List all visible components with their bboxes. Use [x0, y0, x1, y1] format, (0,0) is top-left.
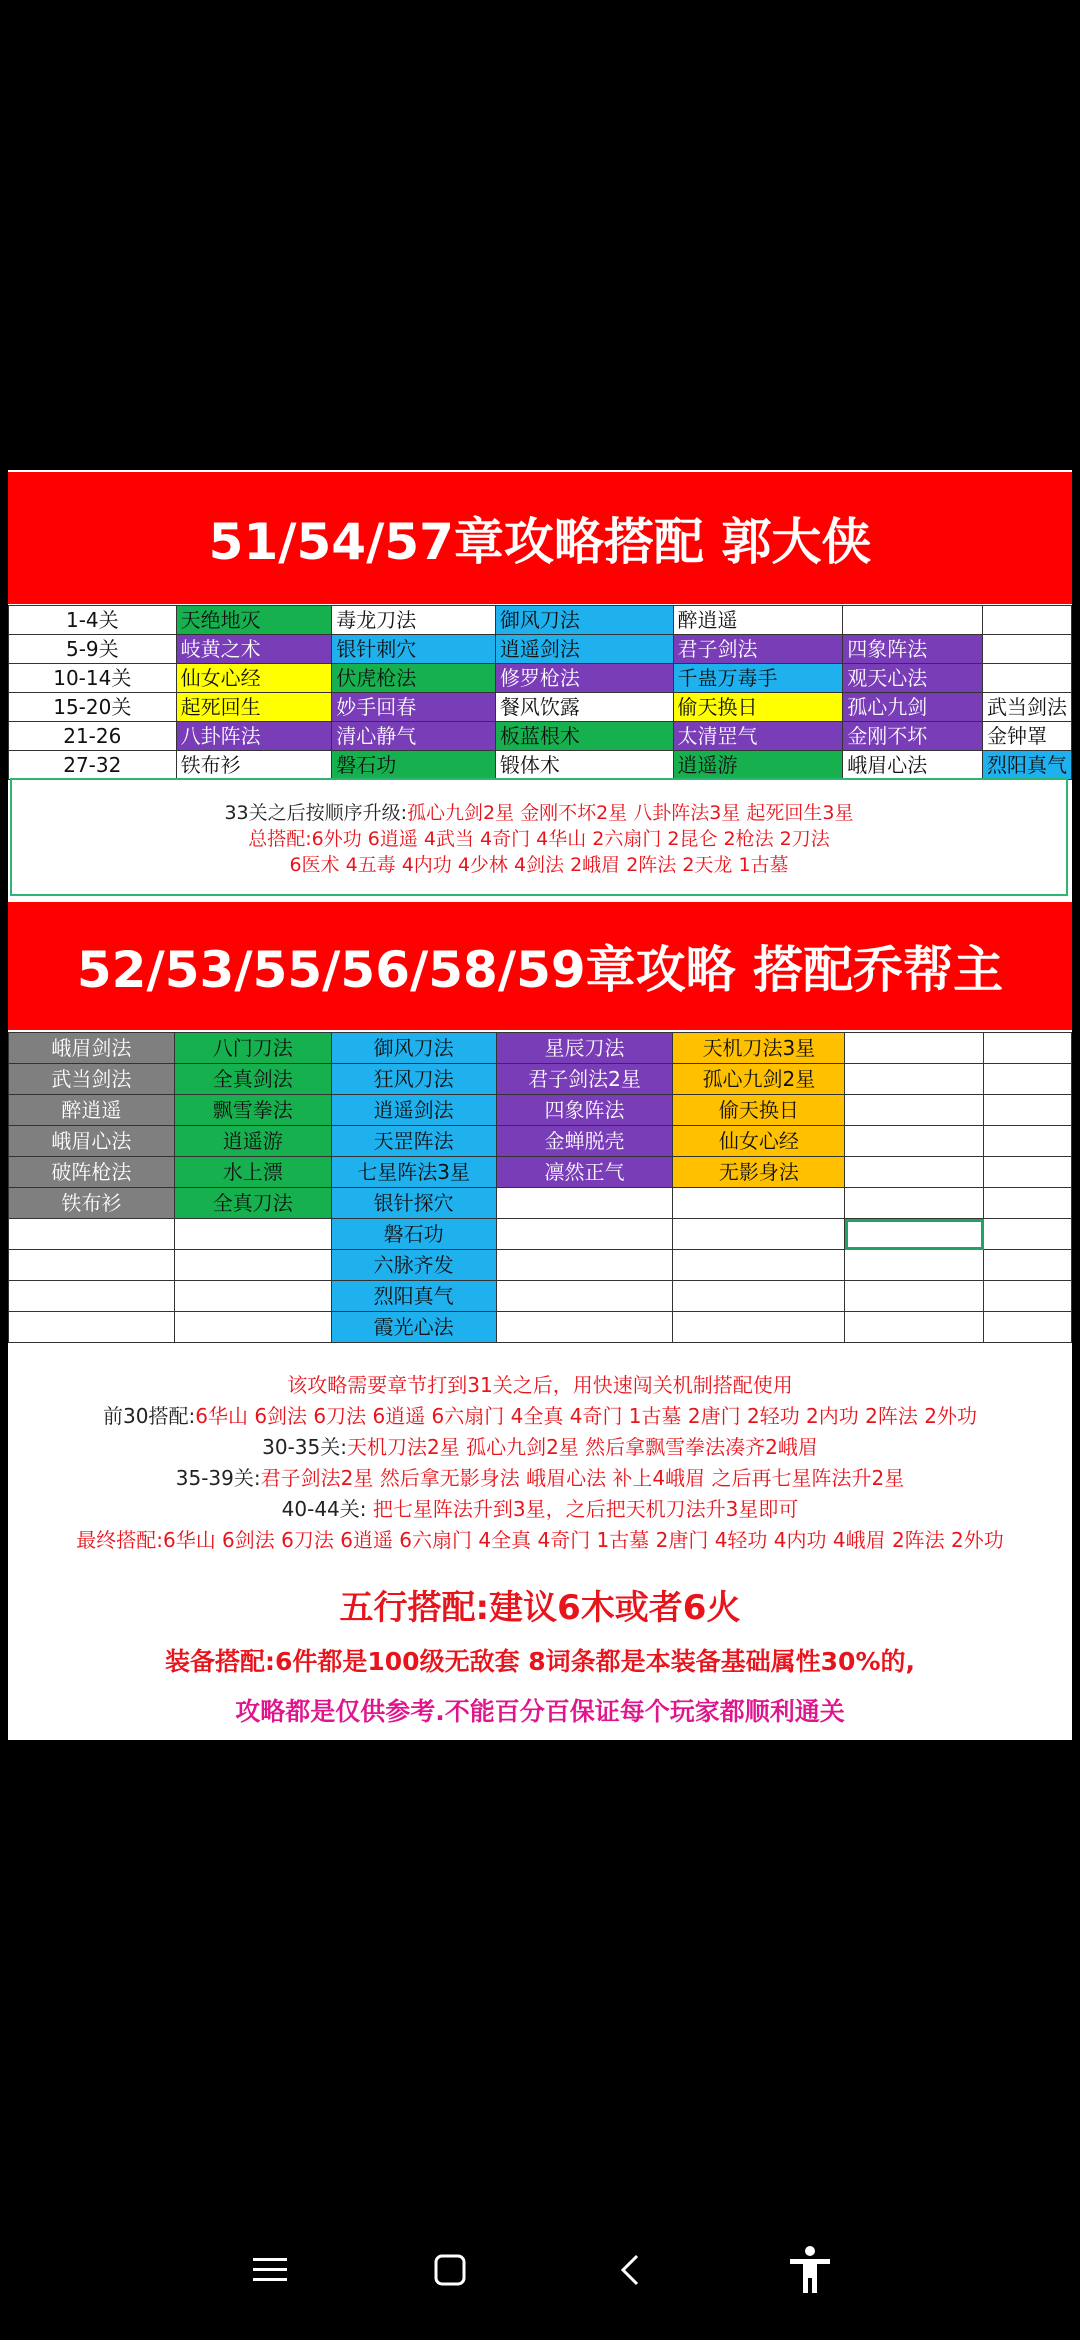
table-cell[interactable]: [845, 1095, 984, 1126]
table-row: [9, 1126, 1072, 1157]
table-cell[interactable]: 全真剑法: [174, 1064, 331, 1095]
note-line-3: 天机刀法2星 孤心九剑2星 然后拿飘雪拳法凑齐2峨眉: [346, 1435, 818, 1459]
table-cell[interactable]: 毒龙刀法: [332, 606, 496, 635]
table-cell[interactable]: [984, 1126, 1072, 1157]
table-row: [9, 1188, 1072, 1219]
table-cell[interactable]: 烈阳真气: [982, 751, 1071, 780]
table-cell[interactable]: 铁布衫: [9, 1188, 175, 1219]
square-icon[interactable]: [420, 2240, 480, 2300]
table-row: [9, 722, 1072, 751]
table-row: [9, 1095, 1072, 1126]
table-cell[interactable]: 星辰刀法: [496, 1033, 673, 1064]
table-cell[interactable]: 天罡阵法: [331, 1126, 496, 1157]
equipment-note: 装备搭配:6件都是100级无敌套 8词条都是本装备基础属性30%的,: [164, 1647, 915, 1676]
table-cell[interactable]: 铁布衫: [176, 751, 332, 780]
table-row: [9, 693, 1072, 722]
total-line-2: 6医术 4五毒 4内功 4少林 4剑法 2峨眉 2阵法 2天龙 1古墓: [289, 854, 789, 876]
back-icon[interactable]: [600, 2240, 660, 2300]
accessibility-icon[interactable]: [780, 2240, 840, 2300]
table-cell[interactable]: [984, 1033, 1072, 1064]
table-cell[interactable]: 孤心九剑2星: [673, 1064, 845, 1095]
total-label: 总搭配:: [248, 828, 312, 850]
table-cell[interactable]: 七星阵法3星: [331, 1157, 496, 1188]
table-cell[interactable]: 观天心法: [843, 664, 983, 693]
table-cell[interactable]: [845, 1188, 984, 1219]
note-line-1: 该攻略需要章节打到31关之后，用快速闯关机制搭配使用: [287, 1373, 793, 1397]
menu-icon[interactable]: [240, 2240, 300, 2300]
table-cell[interactable]: 四象阵法: [496, 1095, 673, 1126]
table-cell[interactable]: 御风刀法: [495, 606, 673, 635]
strategy-sheet: [8, 470, 1072, 1740]
note-line-4: 君子剑法2星 然后拿无影身法 峨眉心法 补上4峨眉 之后再七星阵法升2星: [260, 1466, 905, 1490]
table-cell[interactable]: 天机刀法3星: [673, 1033, 845, 1064]
table-cell[interactable]: 27-32: [9, 751, 177, 780]
table-cell[interactable]: 狂风刀法: [331, 1064, 496, 1095]
table-cell[interactable]: 御风刀法: [331, 1033, 496, 1064]
table-cell[interactable]: 武当剑法: [9, 1064, 175, 1095]
table-cell[interactable]: [984, 1157, 1072, 1188]
table-cell[interactable]: 千蛊万毒手: [673, 664, 843, 693]
table-cell[interactable]: [845, 1064, 984, 1095]
table-cell[interactable]: 金钟罩: [982, 722, 1071, 751]
banner-title-1: 51/54/57章攻略搭配 郭大侠: [8, 472, 1072, 604]
table-cell[interactable]: [496, 1312, 673, 1343]
table-cell[interactable]: 八卦阵法: [176, 722, 332, 751]
table-cell[interactable]: 板蓝根术: [495, 722, 673, 751]
table-cell[interactable]: [673, 1188, 845, 1219]
table-cell[interactable]: 破阵枪法: [9, 1157, 175, 1188]
table-cell[interactable]: 岐黄之术: [176, 635, 332, 664]
system-nav-bar: [0, 2200, 1080, 2340]
table-cell[interactable]: 醉逍遥: [673, 606, 843, 635]
note-label-5: 40-44关:: [281, 1497, 367, 1521]
table-cell[interactable]: 水上漂: [174, 1157, 331, 1188]
upgrade-label: 33关之后按顺序升级:: [224, 802, 408, 824]
table-cell[interactable]: 孤心九剑: [843, 693, 983, 722]
table-row: [9, 1157, 1072, 1188]
banner-title-2: 52/53/55/56/58/59章攻略 搭配乔帮主: [8, 902, 1072, 1030]
table-cell[interactable]: [845, 1281, 984, 1312]
table-cell[interactable]: 金蝉脱壳: [496, 1126, 673, 1157]
table-cell[interactable]: 峨眉心法: [9, 1126, 175, 1157]
note-line-2: 6华山 6剑法 6刀法 6逍遥 6六扇门 4全真 4奇门 1古墓 2唐门 2轻功 2内功 2阵法 2外功: [195, 1404, 977, 1428]
table-cell[interactable]: 烈阳真气: [331, 1281, 496, 1312]
table-cell[interactable]: 10-14关: [9, 664, 177, 693]
table-cell[interactable]: [845, 1312, 984, 1343]
table-cell[interactable]: 清心静气: [332, 722, 496, 751]
table-cell[interactable]: [9, 1312, 175, 1343]
table-cell[interactable]: 太清罡气: [673, 722, 843, 751]
table-cell[interactable]: [845, 1157, 984, 1188]
table-cell[interactable]: [496, 1219, 673, 1250]
table-cell[interactable]: 银针刺穴: [332, 635, 496, 664]
table-cell[interactable]: [984, 1188, 1072, 1219]
table-cell[interactable]: [984, 1219, 1072, 1250]
table-cell[interactable]: 武当剑法: [982, 693, 1071, 722]
table-cell[interactable]: 飘雪拳法: [174, 1095, 331, 1126]
table-cell[interactable]: 峨眉心法: [843, 751, 983, 780]
table-cell[interactable]: [984, 1250, 1072, 1281]
table-row: [9, 635, 1072, 664]
table-cell[interactable]: [673, 1281, 845, 1312]
table-cell[interactable]: [984, 1095, 1072, 1126]
total-line-1: 6外功 6逍遥 4武当 4奇门 4华山 2六扇门 2昆仑 2枪法 2刀法: [311, 828, 830, 850]
table-cell[interactable]: 仙女心经: [176, 664, 332, 693]
table-cell[interactable]: 全真刀法: [174, 1188, 331, 1219]
table-cell[interactable]: 逍遥游: [673, 751, 843, 780]
note-line-6: 最终搭配:6华山 6剑法 6刀法 6逍遥 6六扇门 4全真 4奇门 1古墓 2唐门 4轻功 4内功 4峨眉 2阵法 2外功: [76, 1528, 1004, 1552]
upgrade-order: 孤心九剑2星 金刚不坏2星 八卦阵法3星 起死回生3星: [407, 802, 854, 824]
table-cell[interactable]: 偷天换日: [673, 1095, 845, 1126]
table-cell[interactable]: 锻体术: [495, 751, 673, 780]
table-row: [9, 1312, 1072, 1343]
table-cell[interactable]: [174, 1281, 331, 1312]
table-cell[interactable]: 逍遥游: [174, 1126, 331, 1157]
table-cell[interactable]: [845, 1126, 984, 1157]
table-cell[interactable]: 15-20关: [9, 693, 177, 722]
table-cell[interactable]: 仙女心经: [673, 1126, 845, 1157]
table-cell[interactable]: [984, 1281, 1072, 1312]
table-cell[interactable]: [845, 1033, 984, 1064]
table-cell[interactable]: [496, 1188, 673, 1219]
table-cell[interactable]: 逍遥剑法: [331, 1095, 496, 1126]
table-cell[interactable]: 5-9关: [9, 635, 177, 664]
table-cell[interactable]: 四象阵法: [843, 635, 983, 664]
disclaimer-note: 攻略都是仅供参考.不能百分百保证每个玩家都顺利通关: [235, 1697, 845, 1726]
table-cell[interactable]: [982, 635, 1071, 664]
table-cell[interactable]: 六脉齐发: [331, 1250, 496, 1281]
table-cell[interactable]: 磐石功: [332, 751, 496, 780]
note-label-3: 30-35关:: [262, 1435, 347, 1459]
table-cell[interactable]: [496, 1281, 673, 1312]
table-cell[interactable]: 无影身法: [673, 1157, 845, 1188]
table-cell[interactable]: 凛然正气: [496, 1157, 673, 1188]
table-cell[interactable]: 21-26: [9, 722, 177, 751]
note-label-4: 35-39关:: [175, 1466, 261, 1490]
table-cell[interactable]: [982, 606, 1071, 635]
table-cell[interactable]: 1-4关: [9, 606, 177, 635]
table-row: [9, 1064, 1072, 1095]
table-cell[interactable]: [673, 1312, 845, 1343]
table-cell[interactable]: [673, 1250, 845, 1281]
table-cell[interactable]: 伏虎枪法: [332, 664, 496, 693]
note-label-2: 前30搭配:: [103, 1404, 196, 1428]
table-cell[interactable]: [496, 1250, 673, 1281]
table-cell[interactable]: 八门刀法: [174, 1033, 331, 1064]
table-cell[interactable]: [845, 1250, 984, 1281]
table-row: [9, 1033, 1072, 1064]
table-cell[interactable]: 醉逍遥: [9, 1095, 175, 1126]
table-cell[interactable]: 银针探穴: [331, 1188, 496, 1219]
table-row: [9, 751, 1072, 780]
table-cell[interactable]: 妙手回春: [332, 693, 496, 722]
table-cell[interactable]: [845, 1219, 984, 1250]
table-cell[interactable]: 餐风饮露: [495, 693, 673, 722]
table-cell[interactable]: 君子剑法2星: [496, 1064, 673, 1095]
table-cell[interactable]: [174, 1219, 331, 1250]
table-cell[interactable]: 起死回生: [176, 693, 332, 722]
table-cell[interactable]: [9, 1250, 175, 1281]
table-qiao: [8, 1032, 1072, 1343]
table-cell[interactable]: [9, 1219, 175, 1250]
table-cell[interactable]: [984, 1312, 1072, 1343]
table-cell[interactable]: [673, 1219, 845, 1250]
five-elements-note: 五行搭配:建议6木或者6火: [339, 1588, 741, 1628]
table-cell[interactable]: 修罗枪法: [495, 664, 673, 693]
table-row: [9, 1281, 1072, 1312]
table-cell[interactable]: 霞光心法: [331, 1312, 496, 1343]
table-cell[interactable]: [174, 1312, 331, 1343]
table-cell[interactable]: [9, 1281, 175, 1312]
table-guo: [8, 605, 1072, 780]
table-cell[interactable]: 偷天换日: [673, 693, 843, 722]
table-cell[interactable]: [984, 1064, 1072, 1095]
table-row: [9, 606, 1072, 635]
strategy-notes: [8, 1370, 1072, 1556]
table-cell[interactable]: [843, 606, 983, 635]
table-cell[interactable]: 金刚不坏: [843, 722, 983, 751]
table-row: [9, 664, 1072, 693]
note-line-5: 把七星阵法升到3星，之后把天机刀法升3星即可: [366, 1497, 799, 1521]
table-cell[interactable]: 天绝地灭: [176, 606, 332, 635]
upgrade-note-box: [10, 778, 1068, 896]
table-cell[interactable]: 磐石功: [331, 1219, 496, 1250]
table-cell[interactable]: 峨眉剑法: [9, 1033, 175, 1064]
table-cell[interactable]: [982, 664, 1071, 693]
table-row: [9, 1250, 1072, 1281]
table-cell[interactable]: [174, 1250, 331, 1281]
table-cell[interactable]: 逍遥剑法: [495, 635, 673, 664]
table-cell[interactable]: 君子剑法: [673, 635, 843, 664]
table-row: [9, 1219, 1072, 1250]
